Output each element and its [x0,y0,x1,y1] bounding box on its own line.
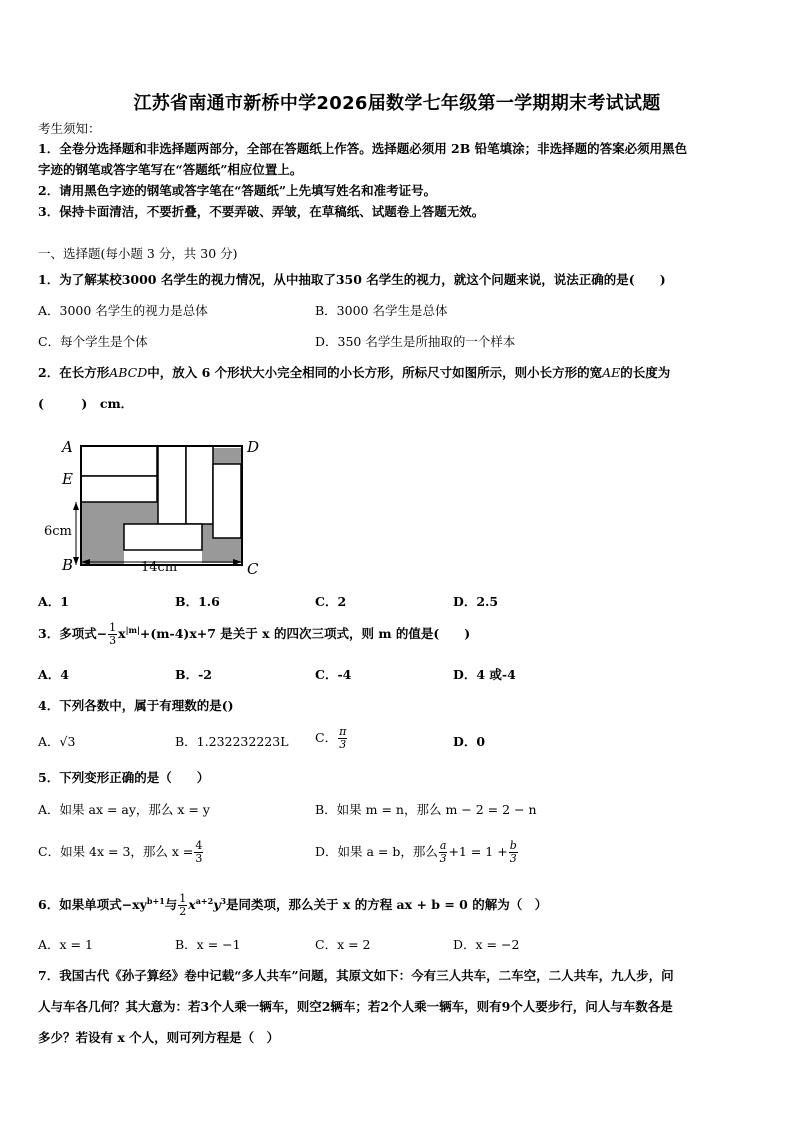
label-e: E [62,470,73,488]
q4-option-d: D．0 [453,734,486,749]
q6-option-d: D．x = −2 [453,937,520,952]
q1-option-b: B．3000 名学生是总体 [315,303,448,318]
height-label: 6cm [44,524,72,539]
label-b: B [62,556,74,574]
section-heading: 一、选择题(每小题 3 分，共 30 分) [38,246,238,261]
q6-option-a: A．x = 1 [38,937,93,952]
q1-option-d: D．350 名学生是所抽取的一个样本 [315,334,516,349]
q2-option-c: C．2 [315,594,347,609]
question-2-stem: 2．在长方形ABCD中，放入 6 个形状大小完全相同的小长方形，所标尺寸如图所示，则小长方形的宽AE的长度为 [38,365,671,380]
q4-option-b: B．1.232232223L [175,734,289,749]
q4-option-c: C． $\frac{\pi}{3}$ [315,725,347,751]
question-7-line: 多少？若设有 x 个人，则可列方程是（ ） [38,1030,280,1045]
question-2-blank: ( ) cm． [38,396,134,411]
rectangle-figure [38,432,278,582]
label-c: C [247,560,259,578]
q5-option-b: B．如果 m = n，那么 m − 2 = 2 − n [315,802,537,817]
notice-item: 1．全卷分选择题和非选择题两部分，全部在答题纸上作答。选择题必须用 2B 铅笔填涂；非选择题的答案必须用黑色 [38,141,688,156]
q3-option-a: A．4 [38,667,69,682]
q1-option-a: A．3000 名学生的视力是总体 [38,303,208,318]
notice-heading: 考生须知： [38,121,101,136]
q1-option-c: C．每个学生是个体 [38,334,148,349]
notice-item: 2．请用黑色字迹的钢笔或答字笔在“答题纸”上先填写姓名和准考证号。 [38,183,437,198]
q5-option-a: A．如果 ax = ay，那么 x = y [38,802,210,817]
q5-option-c: C．如果 4x = 3，那么 x = $\frac{4}{3}$ [38,839,203,865]
question-3-stem: 3．多项式− $\frac{1}{3}$ $x^{|m|}+(m-4)x+7$ 是关于 x 的四次三项式，则 m 的值是( ) [38,621,471,648]
question-7-line: 7．我国古代《孙子算经》卷中记载“多人共车”问题，其原文如下：今有三人共车，二车空，二人共车，九人步，问 [38,968,674,983]
question-6-stem: 6．如果单项式$-xy^{b+1}$与 $\frac{1}{2}$ $x^{a+2}y^3$是同类项，那么关于 x 的方程 ax + b = 0 的解为（ ） [38,892,548,919]
q6-option-c: C．x = 2 [315,937,371,952]
question-5-stem: 5．下列变形正确的是（ ） [38,770,210,785]
q6-option-b: B．x = −1 [175,937,241,952]
width-label: 14cm [141,560,178,575]
q3-option-d: D．4 或-4 [453,667,516,682]
notice-item: 字迹的钢笔或答字笔写在“答题纸”相应位置上。 [38,162,303,177]
q2-option-b: B．1.6 [175,594,220,609]
notice-item: 3．保持卡面清洁，不要折叠，不要弄破、弄皱，在草稿纸、试题卷上答题无效。 [38,204,485,219]
page-title: 江苏省南通市新桥中学2026届数学七年级第一学期期末考试试题 [133,93,661,114]
q2-option-d: D．2.5 [453,594,499,609]
label-a: A [62,438,73,456]
q3-option-b: B．-2 [175,667,212,682]
question-7-line: 人与车各几何？其大意为：若3个人乘一辆车，则空2辆车；若2个人乘一辆车，则有9个人要步行，问人与车数各是 [38,999,673,1014]
q5-option-d: D．如果 a = b，那么 $\frac{a}{3}$ +1 = 1 + $\frac{b}{3}$ [315,839,517,865]
q4-option-a: A．√3 [38,734,76,749]
question-4-stem: 4．下列各数中，属于有理数的是() [38,698,234,713]
q3-option-c: C．-4 [315,667,352,682]
q2-option-a: A．1 [38,594,69,609]
label-d: D [247,438,260,456]
question-1-stem: 1．为了解某校3000 名学生的视力情况，从中抽取了350 名学生的视力，就这个问题来说，说法正确的是( ) [38,272,666,287]
